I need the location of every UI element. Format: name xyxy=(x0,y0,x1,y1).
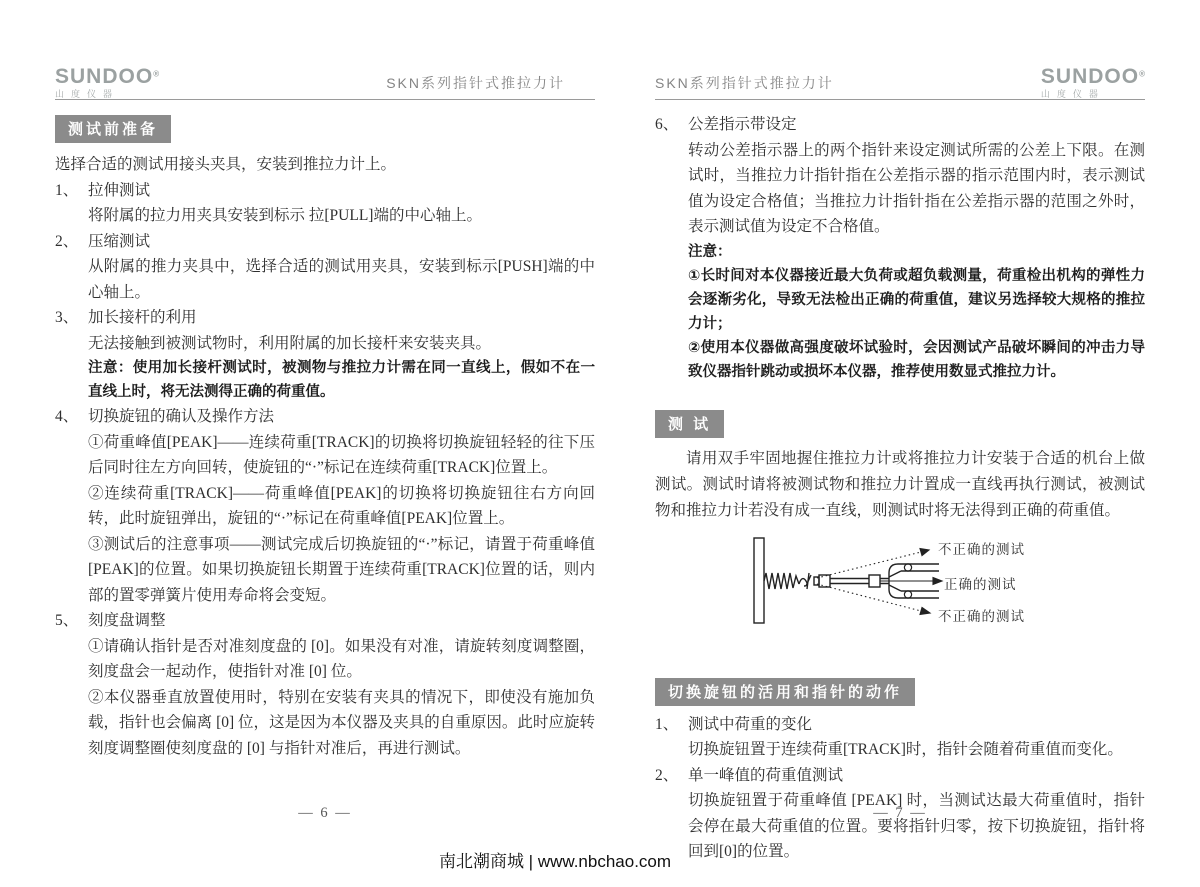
section-title-knob: 切换旋钮的活用和指针的动作 xyxy=(655,678,915,706)
registered-mark-icon: ® xyxy=(153,69,160,79)
gauge-hole xyxy=(904,590,911,597)
page-header xyxy=(655,0,1145,100)
list-item xyxy=(55,305,595,404)
diagram-label-incorrect-top: 不正确的测试 xyxy=(938,541,1025,557)
diagram-label-correct: 正确的测试 xyxy=(944,576,1017,592)
diagram-label-incorrect-bottom: 不正确的测试 xyxy=(938,608,1025,624)
section-title-test: 测 试 xyxy=(655,410,724,438)
item-title: 测试中荷重的变化 xyxy=(688,715,813,733)
list-item xyxy=(55,404,595,608)
brand-wordmark: SUNDOO xyxy=(1040,65,1140,88)
item-number: 2、 xyxy=(655,766,679,784)
item-paragraph: 切换旋钮置于荷重峰值 [PEAK] 时，当测试达最大荷重值时，指针会停在最大荷重值的位置。要将指针归零，按下切换旋钮，指针将回到[0]的位置。 xyxy=(688,792,1145,860)
hook xyxy=(799,573,811,589)
wall xyxy=(754,538,764,623)
list-item xyxy=(55,608,595,761)
document-title: SKN系列指针式推拉力计 xyxy=(386,75,565,91)
page-number: — 6 — xyxy=(298,805,352,821)
item-paragraph: 无法接触到被测试物时，利用附属的加长接杆来安装夹具。 xyxy=(88,334,492,352)
connector xyxy=(869,575,880,587)
item-number: 4、 xyxy=(55,408,79,425)
item-paragraph: ①荷重峰值[PEAK]——连续荷重[TRACK]的切换将切换旋钮轻轻的往下压后同时往左方向回转，使旋钮的“·”标记在连续荷重[TRACK]位置上。 xyxy=(88,433,595,476)
item-title: 拉伸测试 xyxy=(88,181,151,199)
connector xyxy=(819,575,830,587)
item-title: 切换旋钮的确认及操作方法 xyxy=(88,408,275,425)
item-paragraph: 将附属的拉力用夹具安装到标示 拉[PULL]端的中心轴上。 xyxy=(88,207,482,224)
page-number: — 7 — xyxy=(873,805,927,821)
item-title: 刻度盘调整 xyxy=(88,612,166,629)
item-number: 2、 xyxy=(55,232,79,250)
note-paragraph: 注意：使用加长接杆测试时，被测物与推拉力计需在同一直线上，假如不在一直线上时，将无法测得正确的荷重值。 xyxy=(88,360,595,400)
alignment-diagram-graphic xyxy=(753,534,953,656)
item-paragraph: 切换旋钮置于连续荷重[TRACK]时，指针会随着荷重值而变化。 xyxy=(688,741,1123,758)
note-paragraph: ①长时间对本仪器接近最大负荷或超负载测量，荷重检出机构的弹性力会逐渐劣化，导致无法检出正确的荷重值，建议另选择较大规格的推拉力计； xyxy=(688,267,1145,332)
section-title-preparation: 测试前准备 xyxy=(55,115,171,143)
page-header xyxy=(55,0,595,100)
brand-chinese-name: 山度仪器 xyxy=(1040,89,1105,99)
item-paragraph: 转动公差指示器上的两个指针来设定测试所需的公差上下限。在测试时，当推拉力计指针指在公差指示器的指示范围内时，表示测试值为设定合格值；当推拉力计指针指在公差指示器的范围之外时，表示测试值为设定不合格值。 xyxy=(688,141,1145,235)
item-title: 压缩测试 xyxy=(88,232,151,250)
item-number: 5、 xyxy=(55,612,79,629)
note-label: 注意： xyxy=(688,243,732,260)
list-item xyxy=(55,229,595,306)
item-title: 单一峰值的荷重值测试 xyxy=(688,766,844,784)
list-item xyxy=(655,112,1145,384)
manual-page-6 xyxy=(55,0,595,821)
rod xyxy=(830,578,869,583)
item-paragraph: ②本仪器垂直放置使用时，特别在安装有夹具的情况下，即使没有施加负载，指针也会偏离 [0] 位，这是因为本仪器及夹具的自重原因。此时应旋转刻度调整圈使刻度盘的 [0] 与指针对准后，再进行测试。 xyxy=(88,688,595,757)
item-number: 1、 xyxy=(655,715,679,733)
item-number: 3、 xyxy=(55,309,79,326)
item-paragraph: ①请确认指针是否对准刻度盘的 [0]。如果没有对准，请旋转刻度调整圈，刻度盘会一起动作，使指针对准 [0] 位。 xyxy=(88,637,595,680)
brand-chinese-name: 山度仪器 xyxy=(55,89,120,99)
site-watermark: 南北潮商城 | www.nbchao.com xyxy=(438,852,672,871)
brand-wordmark: SUNDOO xyxy=(55,65,154,88)
document-title: SKN系列指针式推拉力计 xyxy=(655,75,834,91)
manual-page-7 xyxy=(655,0,1145,865)
gauge-hole xyxy=(904,563,911,570)
note-paragraph: ②使用本仪器做高强度破坏试验时，会因测试产品破坏瞬间的冲击力导致仪器指针跳动或损坏本仪器，推荐使用数显式推拉力计。 xyxy=(688,339,1145,380)
sundoo-logo xyxy=(1041,66,1145,99)
list-item xyxy=(55,178,595,229)
item-number: 1、 xyxy=(55,181,79,199)
list-item xyxy=(655,712,1145,763)
item-paragraph: ③测试后的注意事项——测试完成后切换旋钮的“·”标记，请置于荷重峰值[PEAK]的位置。如果切换旋钮长期置于连续荷重[TRACK]位置的话，则内部的置零弹簧片使用寿命将会变短。 xyxy=(88,535,595,604)
item-paragraph: ②连续荷重[TRACK]——荷重峰值[PEAK]的切换将切换旋钮往右方向回转，此时旋钮弹出，旋钮的“·”标记在荷重峰值[PEAK]位置上。 xyxy=(88,484,595,527)
item-title: 加长接杆的利用 xyxy=(88,309,197,326)
item-paragraph: 从附属的推力夹具中，选择合适的测试用夹具，安装到标示[PUSH]端的中心轴上。 xyxy=(88,258,595,301)
item-title: 公差指示带设定 xyxy=(688,116,797,133)
test-paragraph: 请用双手牢固地握住推拉力计或将推拉力计安装于合适的机台上做测试。测试时请将被测试物和推拉力计置成一直线再执行测试，被测试物和推拉力计若没有成一直线，则测试时将无法得到正确的荷重值。 xyxy=(655,449,1145,519)
alignment-diagram xyxy=(655,532,1145,660)
spring xyxy=(764,573,799,589)
registered-mark-icon: ® xyxy=(1139,69,1145,79)
sundoo-logo xyxy=(55,66,159,99)
intro-paragraph: 选择合适的测试用接头夹具，安装到推拉力计上。 xyxy=(55,156,397,173)
item-number: 6、 xyxy=(655,116,679,133)
